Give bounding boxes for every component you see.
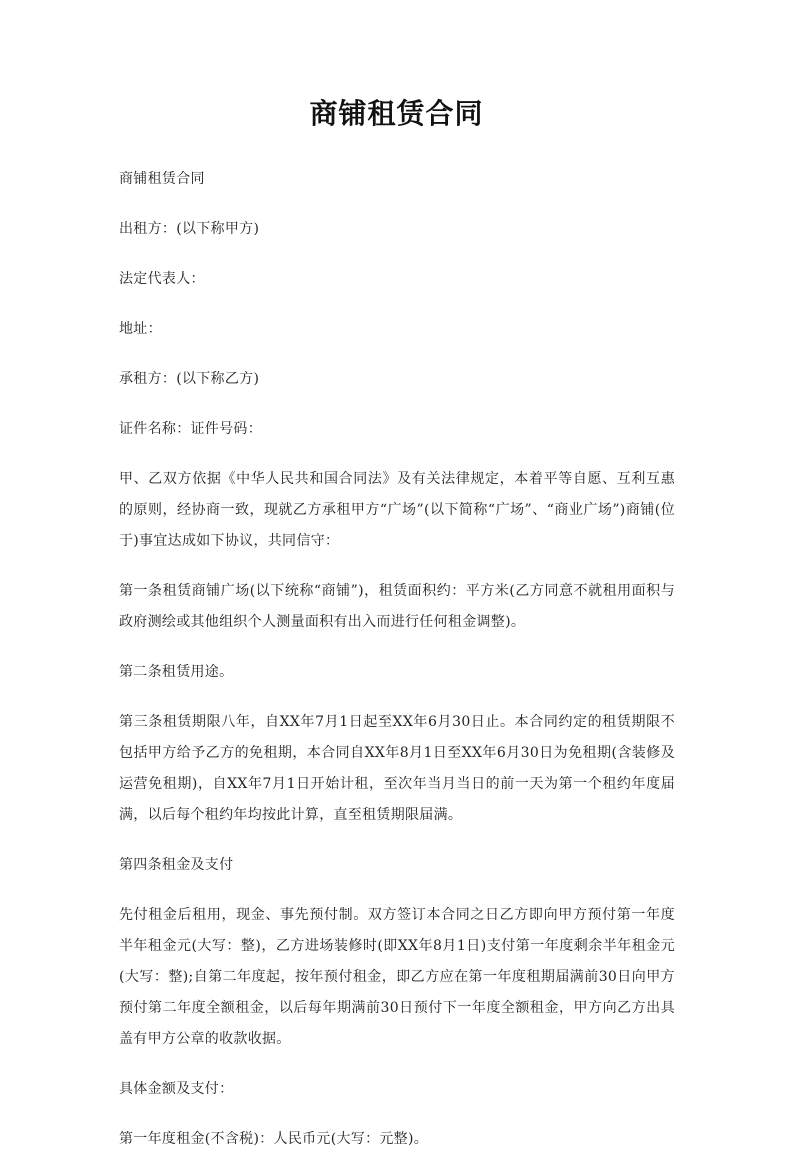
lessee-line: 承租方：(以下称乙方)	[119, 371, 260, 387]
lessor-line: 出租方：(以下称甲方)	[119, 221, 260, 237]
legal-representative-line: 法定代表人：	[119, 271, 205, 287]
first-year-rent-line: 第一年度租金(不含税)：人民币元(大写：元整)。	[119, 1131, 429, 1147]
subtitle-line: 商铺租赁合同	[119, 171, 205, 187]
preamble-paragraph: 甲、乙双方依据《中华人民共和国合同法》及有关法律规定，本着平等自愿、互利互惠的原则，经协商一致，现就乙方承租甲方“广场”(以下简称“广场”、“商业广场”)商铺(位于)事宜达成如下协议，共同信守：	[119, 471, 675, 549]
article-1-paragraph: 第一条租赁商铺广场(以下统称“商铺”)，租赁面积约：平方米(乙方同意不就租用面积与政府测绘或其他组织个人测量面积有出入而进行任何租金调整)。	[119, 583, 675, 630]
amount-heading: 具体金额及支付：	[119, 1081, 234, 1097]
article-4-heading: 第四条租金及支付	[119, 857, 234, 873]
id-document-line: 证件名称：证件号码：	[119, 421, 262, 437]
address-line: 地址：	[119, 321, 162, 337]
document-body	[119, 164, 675, 1174]
article-3-paragraph: 第三条租赁期限八年，自XX年7月1日起至XX年6月30日止。本合同约定的租赁期限不包括甲方给予乙方的免租期，本合同自XX年8月1日至XX年6月30日为免租期(含装修及运营免租期)，自XX年7月1日开始计租，至次年当月当日的前一天为第一个租约年度届满，以后每个租约年均按此计算，直至租赁期限届满。	[119, 714, 675, 823]
payment-terms-paragraph: 先付租金后租用，现金、事先预付制。双方签订本合同之日乙方即向甲方预付第一年度半年租金元(大写：整)，乙方进场装修时(即XX年8月1日)支付第一年度剩余半年租金元(大写：整);自第二年度起，按年预付租金，即乙方应在第一年度租期届满前30日向甲方预付第二年度全额租金，以后每年期满前30日预付下一年度全额租金，甲方向乙方出具盖有甲方公章的收款收据。	[119, 907, 675, 1047]
article-2-paragraph: 第二条租赁用途。	[119, 664, 234, 680]
document-title: 商铺租赁合同	[309, 97, 484, 130]
